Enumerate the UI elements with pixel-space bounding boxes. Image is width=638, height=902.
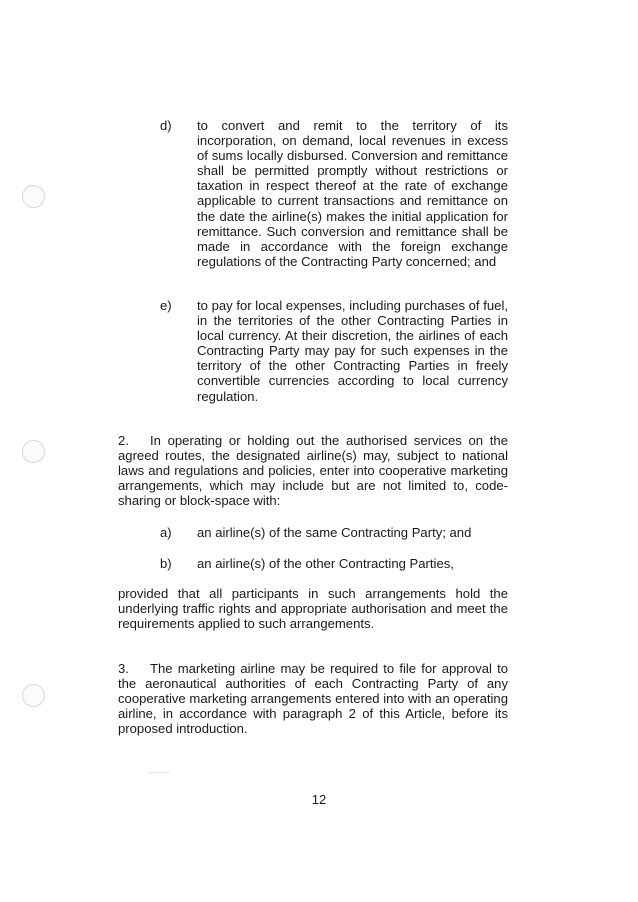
paragraph-2 — [118, 433, 508, 508]
punch-hole-middle — [22, 440, 45, 463]
page-number: 12 — [311, 792, 327, 807]
paragraph-text: In operating or holding out the authorised services on the agreed routes, the designated airline(s) may, subject to national laws and regulations and policies, enter into cooperative marketing arrangements, which may include but are not limited to, code-sharing or block-space with: — [118, 433, 508, 509]
punch-hole-top — [22, 185, 45, 208]
punch-hole-bottom — [22, 684, 45, 707]
paragraph-text: The marketing airline may be required to file for approval to the aeronautical authorities of each Contracting Party of any cooperative marketing arrangements entered into with an operating airline, in accordance with paragraph 2 of this Article, before its proposed introduction. — [118, 661, 508, 737]
clause-item-label: e) — [160, 298, 172, 313]
paragraph-number: 3. — [118, 661, 129, 676]
sub-item-label: b) — [160, 556, 172, 571]
clause-item-text: to pay for local expenses, including purchases of fuel, in the territories of the other Contracting Parties in local currency. At their discretion, the airlines of each Contracting Party may pay for such expenses in the territory of the other Contracting Parties in freely convertible currencies according to local currency regulation. — [197, 298, 508, 404]
paragraph-number: 2. — [118, 433, 129, 448]
sub-item-text: an airline(s) of the other Contracting Parties, — [197, 556, 454, 571]
sub-item-label: a) — [160, 525, 172, 540]
clause-item-text: to convert and remit to the territory of its incorporation, on demand, local revenues in excess of sums locally disbursed. Conversion and remittance shall be permitted promptly without restrictions or taxation in respect thereof at the rate of exchange applicable to current transactions and remittance on the date the airline(s) makes the initial application for remittance. Such conversion and remittance shall be made in accordance with the foreign exchange regulations of the Contracting Party concerned; and — [197, 118, 508, 269]
clause-item-label: d) — [160, 118, 172, 133]
scan-artifact-line — [148, 772, 170, 773]
paragraph-2-continuation: provided that all participants in such arrangements hold the underlying traffic rights and appropriate authorisation and meet the requirements applied to such arrangements. — [118, 586, 508, 632]
sub-item-text: an airline(s) of the same Contracting Party; and — [197, 525, 472, 540]
paragraph-3 — [118, 661, 508, 736]
